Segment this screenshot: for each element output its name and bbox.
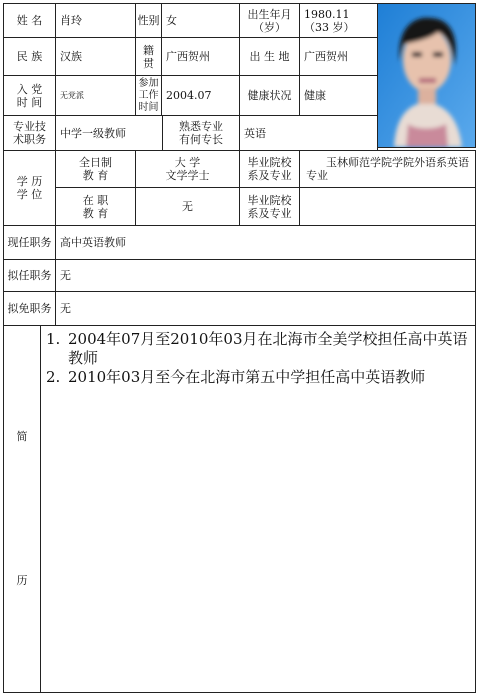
party-value: 无党派 — [55, 75, 136, 116]
proposed-post-value: 无 — [55, 259, 476, 292]
resume-label-cell — [3, 325, 41, 693]
fulltime-degree: 大 学 文学学士 — [135, 150, 240, 188]
birthplace-value: 广西贺州 — [299, 37, 378, 76]
education-label: 学 历 学 位 — [3, 150, 56, 226]
specialty-label: 熟悉专业 有何专长 — [162, 115, 240, 151]
resume-item: 2. 2010年03月至今在北海市第五中学担任高中英语教师 — [46, 368, 426, 386]
remove-post-label: 拟免职务 — [3, 291, 56, 326]
health-value: 健康 — [299, 75, 378, 116]
health-label: 健康状况 — [239, 75, 300, 116]
photo — [377, 3, 476, 148]
birthplace-label: 出 生 地 — [239, 37, 300, 76]
current-post-label: 现任职务 — [3, 225, 56, 260]
birth-label: 出生年月（岁） — [239, 3, 300, 38]
birth-value — [299, 3, 378, 38]
title-label: 专业技 术职务 — [3, 115, 56, 151]
school-label-fulltime: 毕业院校 系及专业 — [239, 150, 300, 188]
birth-age: （33 岁） — [304, 20, 355, 34]
name-value: 肖玲 — [55, 3, 136, 38]
native-value: 广西贺州 — [161, 37, 240, 76]
resume-list — [46, 330, 476, 387]
inservice-school — [299, 187, 476, 226]
current-post-value: 高中英语教师 — [55, 225, 476, 260]
proposed-post-label: 拟任职务 — [3, 259, 56, 292]
inservice-degree: 无 — [135, 187, 240, 226]
resume-item: 1. 2004年07月至2010年03月在北海市全美学校担任高中英语教师 — [46, 330, 468, 367]
fulltime-school: 玉林师范学院学院外语系英语专业 — [299, 150, 476, 188]
party-label: 入 党 时 间 — [3, 75, 56, 116]
resume-label-top: 简 — [16, 430, 28, 443]
remove-post-value: 无 — [55, 291, 476, 326]
inservice-label: 在 职 教 育 — [55, 187, 136, 226]
gender-value: 女 — [161, 3, 240, 38]
work-value: 2004.07 — [161, 75, 240, 116]
gender-label: 性别 — [135, 3, 162, 38]
resume-label-bottom: 历 — [16, 574, 28, 587]
ethnicity-label: 民 族 — [3, 37, 56, 76]
school-label-inservice: 毕业院校 系及专业 — [239, 187, 300, 226]
title-value: 中学一级教师 — [55, 115, 163, 151]
portrait-photo-icon — [378, 4, 475, 147]
specialty-value: 英语 — [239, 115, 378, 151]
birth-date: 1980.11 — [304, 7, 350, 21]
native-label: 籍贯 — [135, 37, 162, 76]
ethnicity-value: 汉族 — [55, 37, 136, 76]
name-label: 姓 名 — [3, 3, 56, 38]
fulltime-label: 全日制 教 育 — [55, 150, 136, 188]
work-label: 参加 工作 时间 — [135, 75, 162, 116]
